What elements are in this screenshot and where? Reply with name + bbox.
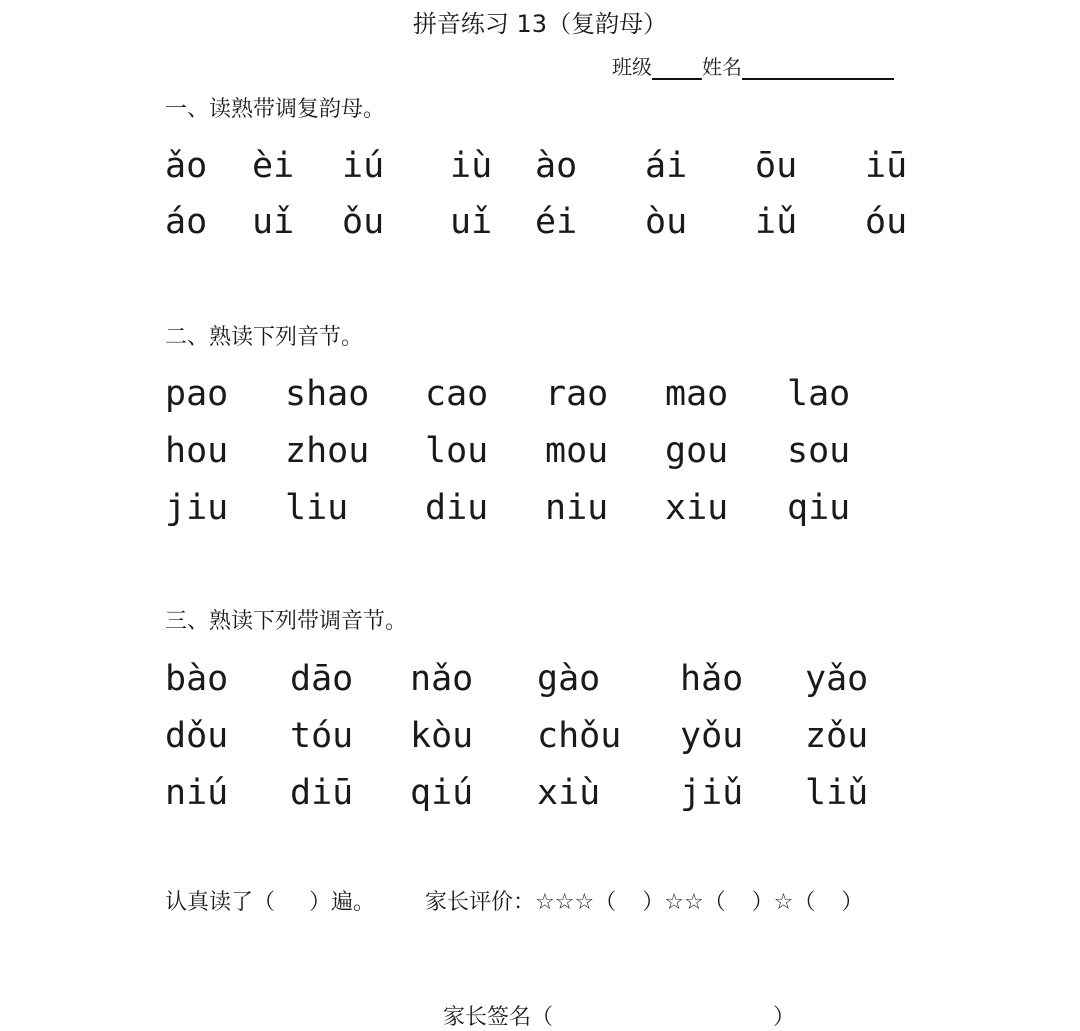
pinyin-syllable: óu xyxy=(865,202,908,242)
section3-heading: 三、熟读下列带调音节。 xyxy=(165,609,408,634)
reading-record xyxy=(165,885,863,916)
section3-row xyxy=(0,655,1080,703)
pinyin-syllable: gào xyxy=(537,659,601,699)
pinyin-syllable: niu xyxy=(545,488,609,528)
pinyin-syllable: lou xyxy=(425,431,489,471)
pinyin-syllable: ái xyxy=(645,146,688,186)
section3-row xyxy=(0,769,1080,817)
pinyin-syllable: sou xyxy=(787,431,851,471)
pinyin-syllable: yǎo xyxy=(805,659,869,699)
section3-row xyxy=(0,712,1080,760)
pinyin-syllable: diū xyxy=(290,773,354,813)
pinyin-syllable: nǎo xyxy=(410,659,474,699)
name-label: 姓名 xyxy=(702,55,742,79)
two-star-option: ）☆☆（ xyxy=(642,890,726,915)
pinyin-syllable: dǒu xyxy=(165,716,229,756)
section1-row xyxy=(0,142,1080,190)
pinyin-syllable: ōu xyxy=(755,146,798,186)
pinyin-syllable: uǐ xyxy=(252,202,295,242)
pinyin-syllable: uǐ xyxy=(450,202,493,242)
section2-heading: 二、熟读下列音节。 xyxy=(165,325,364,350)
pinyin-syllable: xiù xyxy=(537,773,601,813)
pinyin-syllable: hǎo xyxy=(680,659,744,699)
pinyin-syllable: qiú xyxy=(410,773,474,813)
pinyin-syllable: xiu xyxy=(665,488,729,528)
pinyin-syllable: zǒu xyxy=(805,716,869,756)
pinyin-syllable: èi xyxy=(252,146,295,186)
pinyin-syllable: dāo xyxy=(290,659,354,699)
pinyin-syllable: jiu xyxy=(165,488,229,528)
pinyin-syllable: niú xyxy=(165,773,229,813)
pinyin-syllable: mou xyxy=(545,431,609,471)
pinyin-syllable: pao xyxy=(165,374,229,414)
class-blank xyxy=(652,56,702,80)
name-blank xyxy=(742,56,894,80)
pinyin-syllable: iǔ xyxy=(755,202,798,242)
section1-heading: 一、读熟带调复韵母。 xyxy=(165,97,386,122)
evaluation-close: ） xyxy=(841,890,864,915)
pinyin-syllable: cao xyxy=(425,374,489,414)
pinyin-syllable: kòu xyxy=(410,716,474,756)
section2-row xyxy=(0,484,1080,532)
pinyin-syllable: chǒu xyxy=(537,716,622,756)
pinyin-syllable: iù xyxy=(450,146,493,186)
pinyin-syllable: yǒu xyxy=(680,716,744,756)
one-star-option: ）☆（ xyxy=(751,890,816,915)
pinyin-syllable: jiǔ xyxy=(680,773,744,813)
pinyin-syllable: mao xyxy=(665,374,729,414)
pinyin-syllable: diu xyxy=(425,488,489,528)
signature-label: 家长签名（ xyxy=(443,1005,554,1030)
pinyin-syllable: iú xyxy=(342,146,385,186)
pinyin-syllable: liu xyxy=(285,488,349,528)
signature-close: ） xyxy=(773,1005,796,1030)
pinyin-syllable: shao xyxy=(285,374,370,414)
pinyin-syllable: iū xyxy=(865,146,908,186)
section2-row xyxy=(0,370,1080,418)
parent-signature xyxy=(443,1000,795,1031)
pinyin-syllable: zhou xyxy=(285,431,370,471)
pinyin-syllable: rao xyxy=(545,374,609,414)
pinyin-syllable: lao xyxy=(787,374,851,414)
worksheet-title: 拼音练习 13（复韵母） xyxy=(412,10,668,38)
pinyin-syllable: bào xyxy=(165,659,229,699)
pinyin-syllable: liǔ xyxy=(805,773,869,813)
pinyin-syllable: éi xyxy=(535,202,578,242)
pinyin-syllable: ào xyxy=(535,146,578,186)
class-label: 班级 xyxy=(612,55,652,79)
parent-evaluation-label: 家长评价： xyxy=(425,890,536,915)
pinyin-syllable: òu xyxy=(645,202,688,242)
pinyin-syllable: gou xyxy=(665,431,729,471)
pinyin-syllable: áo xyxy=(165,202,208,242)
pinyin-syllable: hou xyxy=(165,431,229,471)
pinyin-syllable: tóu xyxy=(290,716,354,756)
read-count-prefix: 认真读了（ xyxy=(165,890,276,915)
pinyin-syllable: ǒu xyxy=(342,202,385,242)
pinyin-syllable: ǎo xyxy=(165,146,208,186)
section2-row xyxy=(0,427,1080,475)
pinyin-syllable: qiu xyxy=(787,488,851,528)
student-info xyxy=(612,51,894,80)
three-star-option: ☆☆☆（ xyxy=(535,890,617,915)
section1-row xyxy=(0,198,1080,246)
read-count-suffix: ）遍。 xyxy=(309,890,376,915)
